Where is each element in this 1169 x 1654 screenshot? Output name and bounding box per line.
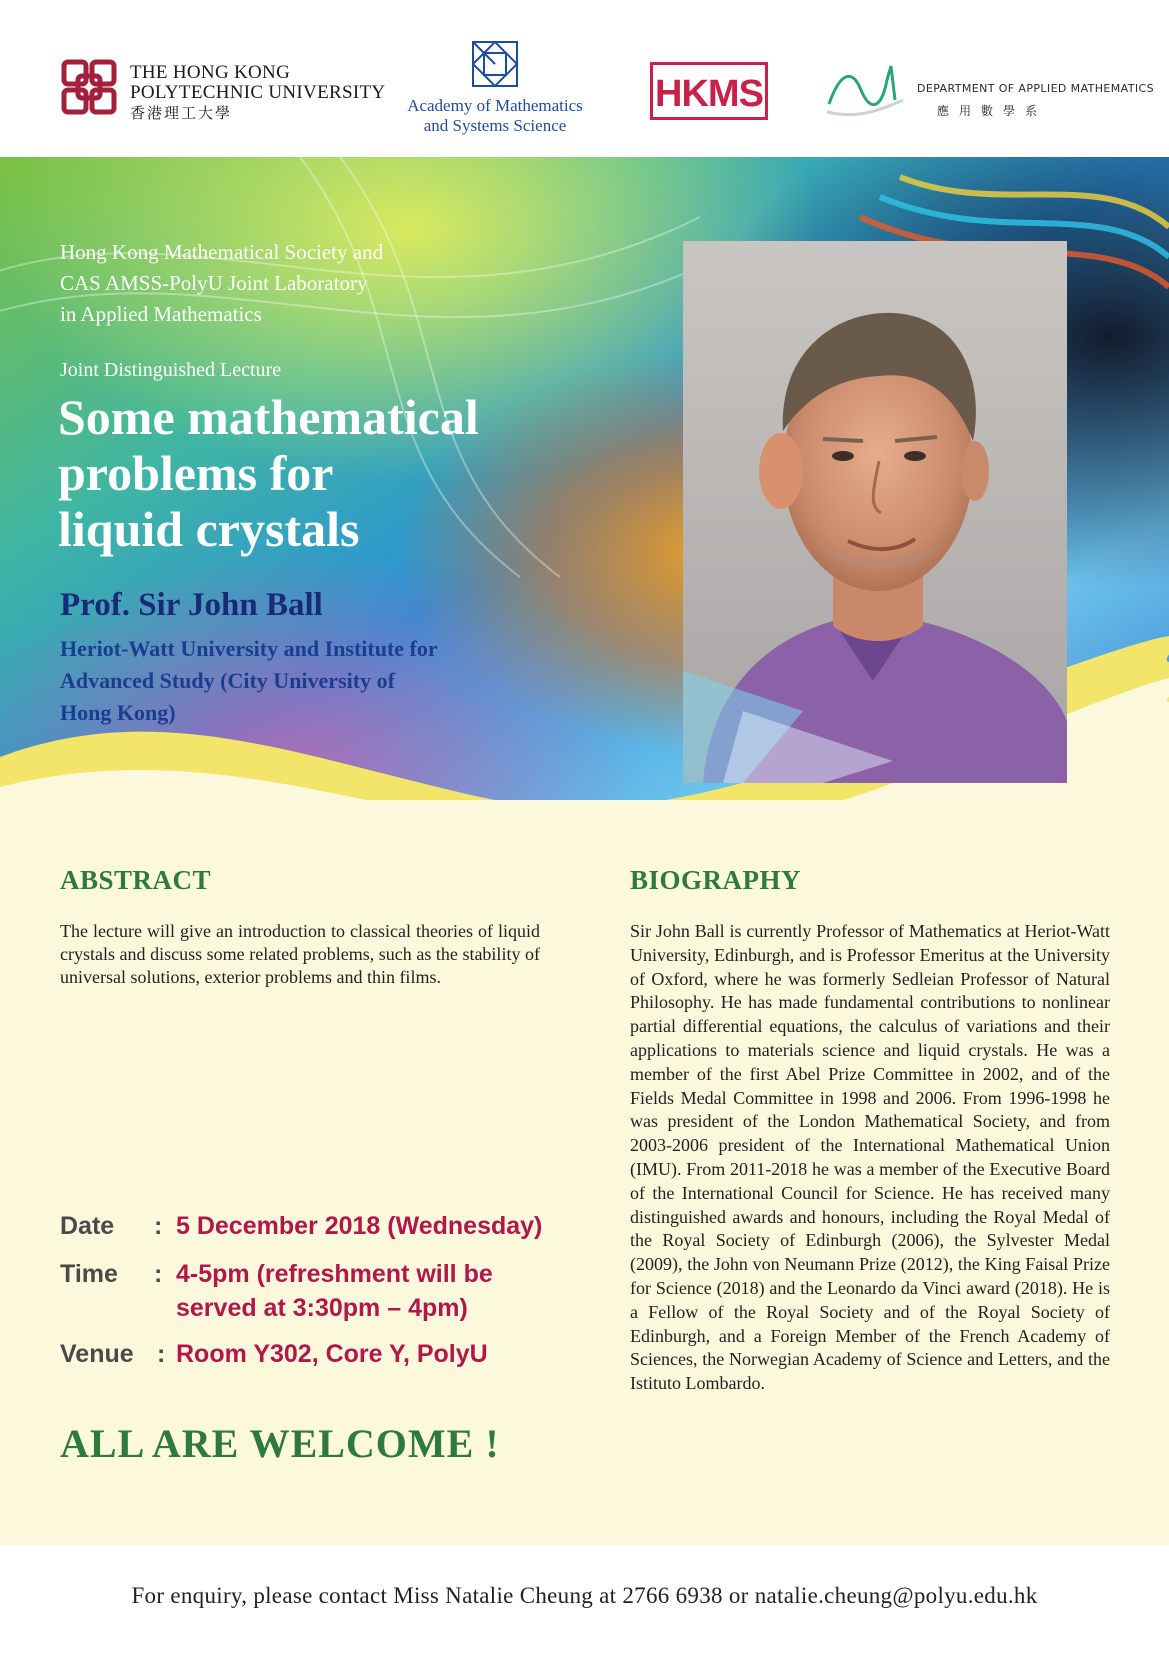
organiser-line: in Applied Mathematics xyxy=(60,302,262,326)
dept-wave-icon xyxy=(825,60,907,120)
polyu-name-chinese: 香港理工大學 xyxy=(130,104,233,122)
amss-square-icon xyxy=(471,40,519,88)
talk-title xyxy=(58,389,658,557)
speaker-name: Prof. Sir John Ball xyxy=(60,587,323,623)
footer xyxy=(0,1545,1169,1654)
welcome-banner: ALL ARE WELCOME ! xyxy=(60,1421,500,1466)
venue-label: Venue xyxy=(60,1340,134,1368)
organisers-block xyxy=(60,237,580,330)
content-body xyxy=(0,800,1169,1545)
hkms-logo-mark xyxy=(650,62,768,120)
biography-heading: BIOGRAPHY xyxy=(630,865,802,895)
affiliation-line: Hong Kong) xyxy=(60,700,176,725)
time-colon: : xyxy=(154,1260,163,1288)
speaker-portrait-illustration xyxy=(683,241,1067,783)
time-value-line: served at 3:30pm – 4pm) xyxy=(176,1294,468,1322)
hkms-logo xyxy=(650,62,768,120)
affiliation-line: Advanced Study (City University of xyxy=(60,668,395,693)
abstract-heading: ABSTRACT xyxy=(60,865,212,895)
venue-value: Room Y302, Core Y, PolyU xyxy=(176,1340,488,1368)
logo-header xyxy=(0,0,1169,157)
date-value: 5 December 2018 (Wednesday) xyxy=(176,1212,543,1240)
date-colon: : xyxy=(154,1212,163,1240)
dept-applied-math-logo xyxy=(825,60,1154,124)
date-label: Date xyxy=(60,1212,115,1240)
speaker-affiliation xyxy=(60,633,530,729)
talk-title-line: liquid crystals xyxy=(58,501,360,557)
polyu-knot-icon xyxy=(58,56,120,118)
talk-title-line: problems for xyxy=(58,445,334,501)
enquiry-contact: For enquiry, please contact Miss Natalie Cheung at 2766 6938 or natalie.cheung@polyu.edu.hk xyxy=(131,1583,1038,1608)
amss-name-line2: and Systems Science xyxy=(423,116,567,135)
lecture-type: Joint Distinguished Lecture xyxy=(60,359,282,381)
hero-banner xyxy=(0,157,1169,877)
hkms-logo-text: HKMS xyxy=(655,73,763,115)
biography-text: Sir John Ball is currently Professor of Mathematics at Heriot-Watt University, Edinburgh, and is Professor Emeritus at the University of Oxford, where he was formerly Sedleian Professor of Natural Philosophy. He has made fundamental contributions to nonlinear partial differential equations, the calculus of variations and their applications to materials science and liquid crystals. He was a member of the first Abel Prize Committee in 2002, and of the Fields Medal Committee in 1998 and 2006. From 1996-1998 he was president of the London Mathematical Society, and from 2003-2006 president of the International Mathematical Union (IMU). From 2011-2018 he was a member of the Executive Board of the International Council for Science. He has received many distinguished awards and honours, including the Royal Medal of the Royal Society of Edinburgh (2006), the Sylvester Medal (2009), the John von Neumann Prize (2012), the King Faisal Prize for Science (2018) and the Leonardo da Vinci award (2018). He is a Fellow of the Royal Society and of the Royal Society of Edinburgh, and a Foreign Member of the French Academy of Sciences, the Norwegian Academy of Science and Letters, and the Istituto Lombardo. xyxy=(630,921,1110,1394)
talk-title-line: Some mathematical xyxy=(58,389,479,445)
polyu-logo xyxy=(58,56,386,122)
venue-colon: : xyxy=(157,1340,166,1368)
amss-logo xyxy=(390,36,600,136)
dept-name-chinese: 應用數學系 xyxy=(937,104,1048,118)
time-value xyxy=(176,1257,556,1325)
organiser-line: CAS AMSS-PolyU Joint Laboratory xyxy=(60,271,368,295)
amss-name-line1: Academy of Mathematics xyxy=(407,96,583,115)
polyu-name-line2: POLYTECHNIC UNIVERSITY xyxy=(130,82,386,103)
polyu-name-line1: THE HONG KONG xyxy=(130,62,291,83)
speaker-portrait-photo xyxy=(683,241,1067,783)
time-value-line: 4-5pm (refreshment will be xyxy=(176,1260,493,1288)
abstract-text: The lecture will give an introduction to classical theories of liquid crystals and discuss some related problems, such as the stability of universal solutions, exterior problems and thin films. xyxy=(60,921,540,987)
affiliation-line: Heriot-Watt University and Institute for xyxy=(60,636,438,661)
dept-name-english: DEPARTMENT OF APPLIED MATHEMATICS xyxy=(917,82,1154,95)
time-label: Time xyxy=(60,1260,118,1288)
organiser-line: Hong Kong Mathematical Society and xyxy=(60,240,384,264)
